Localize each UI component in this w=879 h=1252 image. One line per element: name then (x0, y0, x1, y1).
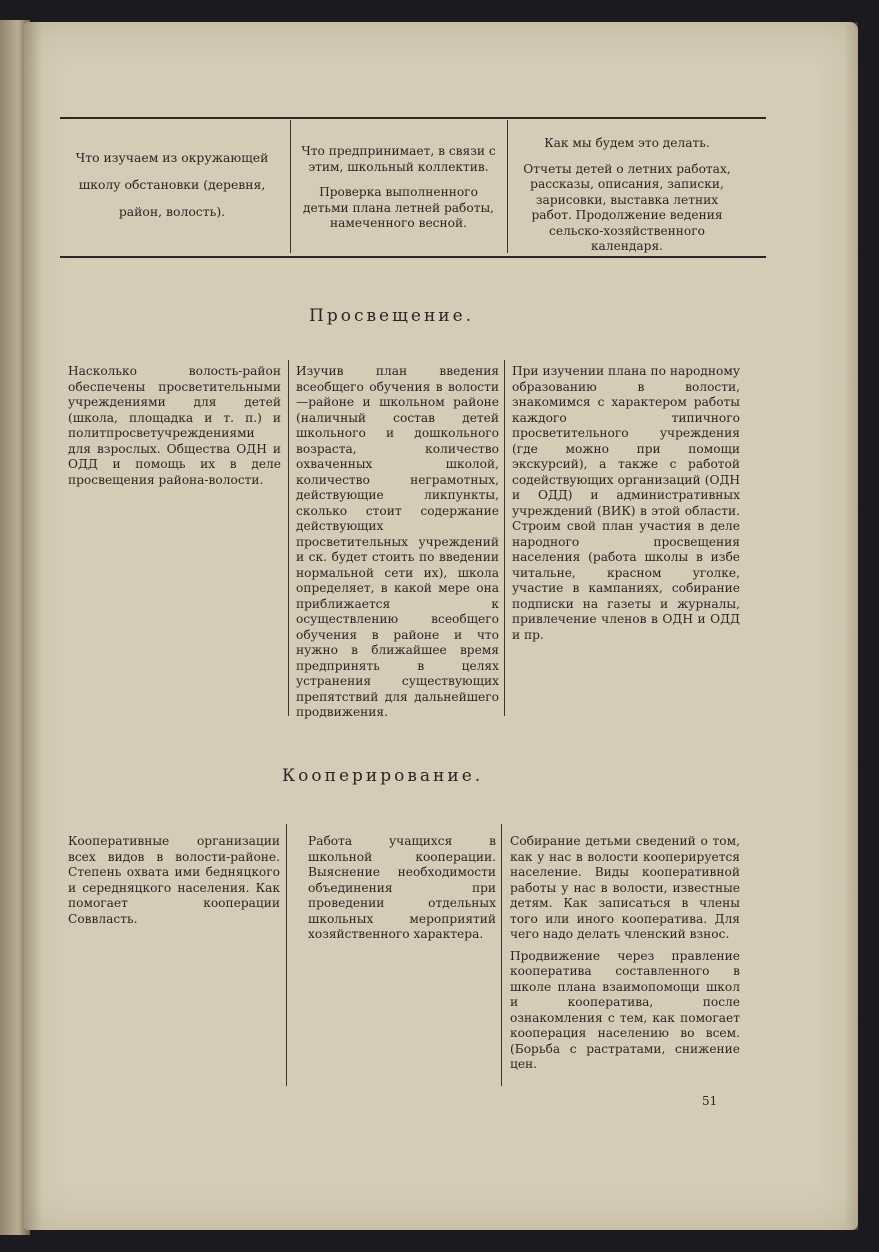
section-title-prosveshchenie: Просвещение. (309, 306, 475, 326)
section1-col1: Насколько волость-район обеспечены просветительными учреждениями для детей (школа, площадка и т. п.) и политпросветучреждениями для взрослых. Общества ОДН и ОДД и помощь их в деле просвещения района-волости. (68, 364, 281, 487)
table-bottom-rule (60, 256, 766, 258)
page (24, 22, 858, 1230)
section1-col3: При изучении плана по народному образованию в волости, знакомимся с характером работы каждого типичного просветительного учреждения (где можно при помощи экскурсий), а также с работой содействующих организаций (ОДН и ОДД) и административных учреждений (ВИК) в этой области. Строим свой план участия в деле народного просвещения населения (работа школы в избе читальне, красном уголке, участие в кампаниях, собирание подписки на газеты и журналы, привлечение членов в ОДН и ОДД и пр. (512, 364, 740, 642)
table-divider-1 (290, 120, 291, 253)
section1-divider-1 (288, 360, 289, 716)
section1-col2: Изучив план введения всеобщего обучения в волости—районе и школьном районе (наличный состав детей школьного и дошкольного возраста, количество охваченных школой, количество неграмотных, действующие ликпункты, сколько стоит содержание действующих просветительных учреждений и ск. будет стоить по введении нормальной сети их), школа определяет, в какой мере она приближается к осуществлению всеобщего обучения в районе и что нужно в ближайшее время предпринять в целях устранения существующих препятствий для дальнейшего продвижения. (296, 364, 499, 719)
header-col-what-collective-does: Что предпринимает, в связи с этим, школьный коллектив. Проверка выполненного детьми плана летней работы, намеченного весной. (301, 144, 496, 230)
section2-divider-1 (286, 824, 287, 1086)
header-col-what-we-study: Что изучаем из окружающей школу обстановки (деревня, район, волость). (75, 150, 269, 219)
page-number: 51 (702, 1094, 718, 1108)
section2-divider-2 (501, 824, 502, 1086)
section1-divider-2 (504, 360, 505, 716)
section2-col1: Кооперативные организации всех видов в волости-районе. Степень охвата ими бедняцкого и середняцкого населения. Как помогает кооперации Соввласть. (68, 834, 280, 926)
table-top-rule (60, 117, 766, 119)
table-divider-2 (507, 120, 508, 253)
section2-col3: Собирание детьми сведений о том, как у нас в волости кооперируется население. Виды кооперативной работы у нас в волости, известные детям. Как записаться в члены того или иного кооператива. Для чего надо делать членский взнос. Продвижение через правление кооператива составленного в школе плана взаимопомощи школ и кооператива, после ознакомления с тем, как помогает кооперация населению во всем. (Борьба с растратами, снижение цен. (510, 834, 740, 1071)
section2-col2: Работа учащихся в школьной кооперации. Выяснение необходимости объединения при проведении отдельных школьных мероприятий хозяйственного характера. (308, 834, 496, 941)
header-col-how-we-do-it: Как мы будем это делать. Отчеты детей о летних работах, рассказы, описания, записки, зарисовки, выставка летних работ. Продолжение ведения сельско-хозяйственного календаря. (523, 136, 731, 253)
page-edge-shadow (844, 22, 858, 1230)
section-title-kooperirovanie: Кооперирование. (282, 766, 484, 786)
